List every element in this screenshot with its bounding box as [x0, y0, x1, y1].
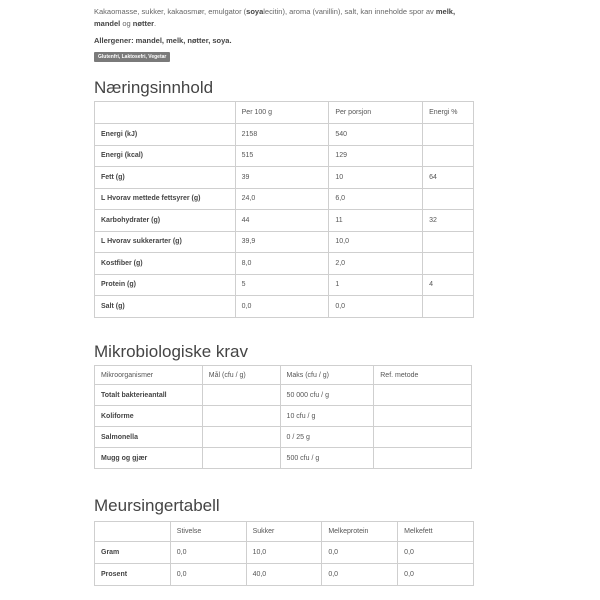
ingredients-part: og	[120, 19, 133, 28]
nutrition-header-cell: Energi %	[423, 102, 474, 124]
ref-method-cell	[374, 385, 472, 406]
table-row	[95, 542, 474, 564]
micro-header-row	[95, 366, 472, 385]
table-row	[95, 296, 474, 318]
starch-cell: 0,0	[170, 564, 246, 586]
organism-label: Salmonella	[95, 427, 203, 448]
ingredients-part: Kakaomasse, sukker, kakaosmør, emulgator (	[94, 7, 247, 16]
nutrient-label: Kostfiber (g)	[95, 253, 236, 275]
nutrition-header-cell	[95, 102, 236, 124]
ingredients-text	[94, 6, 474, 30]
sugar-cell: 10,0	[246, 542, 322, 564]
target-cell	[202, 406, 280, 427]
table-row	[95, 385, 472, 406]
per-portion-cell: 129	[329, 145, 423, 167]
target-cell	[202, 448, 280, 469]
allergens-text: Allergener: mandel, melk, nøtter, soya.	[94, 36, 232, 45]
nutrient-label: Salt (g)	[95, 296, 236, 318]
per-100g-cell: 39,9	[235, 231, 329, 253]
energy-percent-cell: 32	[423, 210, 474, 232]
energy-percent-cell: 64	[423, 167, 474, 189]
ingredients-part: lecitin), aroma (vanillin), salt, kan inneholde spor av	[263, 7, 436, 16]
energy-percent-cell	[423, 231, 474, 253]
energy-percent-cell	[423, 188, 474, 210]
per-100g-cell: 39	[235, 167, 329, 189]
energy-percent-cell	[423, 124, 474, 146]
nutrition-header-cell: Per 100 g	[235, 102, 329, 124]
nutrient-label: Energi (kJ)	[95, 124, 236, 146]
table-row	[95, 145, 474, 167]
max-cell: 0 / 25 g	[280, 427, 374, 448]
per-100g-cell: 2158	[235, 124, 329, 146]
nutrition-header-row	[95, 102, 474, 124]
table-row	[95, 448, 472, 469]
table-row	[95, 406, 472, 427]
energy-percent-cell	[423, 253, 474, 275]
nutrient-label: Fett (g)	[95, 167, 236, 189]
nutrition-header-cell: Per porsjon	[329, 102, 423, 124]
ingredients-part: .	[154, 19, 157, 28]
meursing-header-cell	[95, 522, 171, 542]
target-cell	[202, 385, 280, 406]
per-portion-cell: 6,0	[329, 188, 423, 210]
table-row	[95, 210, 474, 232]
per-portion-cell: 10	[329, 167, 423, 189]
max-cell: 50 000 cfu / g	[280, 385, 374, 406]
meursing-title: Meursingertabell	[94, 496, 220, 515]
meursing-table	[94, 521, 474, 586]
meursing-row-label: Prosent	[95, 564, 171, 586]
micro-title: Mikrobiologiske krav	[94, 342, 248, 361]
micro-header-cell: Maks (cfu / g)	[280, 366, 374, 385]
sugar-cell: 40,0	[246, 564, 322, 586]
milk-protein-cell: 0,0	[322, 542, 398, 564]
ingredients-allergen: soya	[246, 7, 264, 16]
micro-header-cell: Mål (cfu / g)	[202, 366, 280, 385]
table-row	[95, 124, 474, 146]
micro-table	[94, 365, 472, 469]
target-cell	[202, 427, 280, 448]
nutrient-label: Energi (kcal)	[95, 145, 236, 167]
diet-tags-badge: Glutenfri, Laktosefri, Vegetar	[94, 52, 170, 62]
max-cell: 10 cfu / g	[280, 406, 374, 427]
nutrient-label: Karbohydrater (g)	[95, 210, 236, 232]
per-portion-cell: 540	[329, 124, 423, 146]
per-portion-cell: 1	[329, 274, 423, 296]
per-100g-cell: 8,0	[235, 253, 329, 275]
meursing-header-cell: Melkeprotein	[322, 522, 398, 542]
micro-header-cell: Ref. metode	[374, 366, 472, 385]
energy-percent-cell	[423, 145, 474, 167]
meursing-row-label: Gram	[95, 542, 171, 564]
table-row	[95, 188, 474, 210]
starch-cell: 0,0	[170, 542, 246, 564]
table-row	[95, 167, 474, 189]
organism-label: Mugg og gjær	[95, 448, 203, 469]
nutrient-label: L Hvorav sukkerarter (g)	[95, 231, 236, 253]
micro-header-cell: Mikroorganismer	[95, 366, 203, 385]
nutrition-title: Næringsinnhold	[94, 78, 214, 97]
ref-method-cell	[374, 427, 472, 448]
energy-percent-cell: 4	[423, 274, 474, 296]
organism-label: Totalt bakterieantall	[95, 385, 203, 406]
meursing-header-cell: Stivelse	[170, 522, 246, 542]
ingredients-allergen: nøtter	[132, 19, 155, 28]
per-100g-cell: 515	[235, 145, 329, 167]
product-info	[94, 0, 474, 578]
ref-method-cell	[374, 448, 472, 469]
nutrient-label: L Hvorav mettede fettsyrer (g)	[95, 188, 236, 210]
meursing-header-cell: Melkefett	[398, 522, 474, 542]
nutrient-label: Protein (g)	[95, 274, 236, 296]
milk-protein-cell: 0,0	[322, 564, 398, 586]
ingredients-allergen: melk, mandel	[94, 7, 456, 28]
per-portion-cell: 10,0	[329, 231, 423, 253]
per-100g-cell: 5	[235, 274, 329, 296]
per-portion-cell: 2,0	[329, 253, 423, 275]
nutrition-table	[94, 101, 474, 318]
max-cell: 500 cfu / g	[280, 448, 374, 469]
table-row	[95, 231, 474, 253]
milk-fat-cell: 0,0	[398, 564, 474, 586]
per-100g-cell: 24,0	[235, 188, 329, 210]
table-row	[95, 564, 474, 586]
per-portion-cell: 11	[329, 210, 423, 232]
per-100g-cell: 0,0	[235, 296, 329, 318]
per-portion-cell: 0,0	[329, 296, 423, 318]
per-100g-cell: 44	[235, 210, 329, 232]
meursing-header-row	[95, 522, 474, 542]
table-row	[95, 253, 474, 275]
energy-percent-cell	[423, 296, 474, 318]
organism-label: Koliforme	[95, 406, 203, 427]
table-row	[95, 427, 472, 448]
milk-fat-cell: 0,0	[398, 542, 474, 564]
meursing-header-cell: Sukker	[246, 522, 322, 542]
ref-method-cell	[374, 406, 472, 427]
table-row	[95, 274, 474, 296]
